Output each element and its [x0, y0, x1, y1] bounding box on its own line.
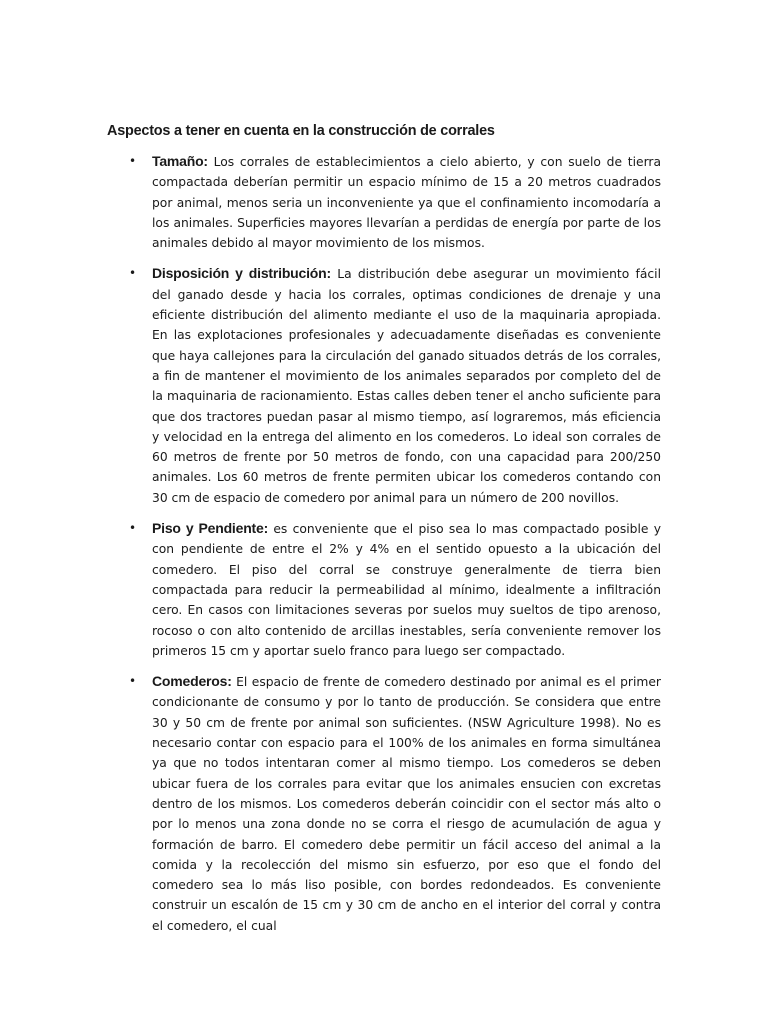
bullet-icon: •: [129, 674, 137, 689]
item-text: es conveniente que el piso sea lo mas compactado posible y con pendiente de entre el 2% y 4% en el sentido opuesto a la ubicación del comedero. El piso del corral se construye generalmente de tierra bien compactada para reducir la permeabilidad al mínimo, idealmente a infiltración cero. En casos con limitaciones severas por suelos muy sueltos de tipo arenoso, rocoso o con alto contenido de arcillas inestables, sería conveniente remover los primeros 15 cm y aportar suelo franco para luego ser compactado.: [152, 522, 662, 658]
item-term: Piso y Pendiente:: [152, 520, 269, 537]
item-term: Comederos:: [152, 673, 232, 690]
item-term: Disposición y distribución:: [152, 265, 331, 282]
list-item-disposicion: [107, 263, 661, 508]
item-term: Tamaño:: [152, 153, 208, 169]
item-text: La distribución debe asegurar un movimiento fácil del ganado desde y hacia los corrales, optimas condiciones de drenaje y una eficiente distribución del alimento mediante el uso de la maquinaria apropiada. En las explotaciones profesionales y adecuadamente diseñadas es conveniente que haya callejones para la circulación del ganado situados detrás de los corrales, a fin de mantener el movimiento de los animales separados por completo del de la maquinaria de racionamiento. Estas calles deben tener el ancho suficiente para que dos tractores puedan pasar al mismo tiempo, así lograremos, más eficiencia y velocidad en la entrega del alimento en los comederos. Lo ideal son corrales de 60 metros de frente por 50 metros de fondo, con una capacidad para 200/250 animales. Los 60 metros de frente permiten ubicar los comederos contando con 30 cm de espacio de comedero por animal para un número de 200 novillos.: [152, 267, 661, 505]
list-item-piso: [107, 518, 661, 661]
bullet-list: [107, 151, 661, 936]
bullet-icon: •: [129, 154, 137, 168]
list-item-tamano: [107, 151, 661, 253]
item-text: Los corrales de establecimientos a cielo abierto, y con suelo de tierra compactada deberían permitir un espacio mínimo de 15 a 20 metros cuadrados por animal, menos seria un inconveniente ya que el confinamiento incomodaría a los animales. Superficies mayores llevarían a perdidas de energía por parte de los animales debido al mayor movimiento de los mismos.: [152, 155, 661, 251]
list-item-comederos: [107, 671, 661, 936]
bullet-icon: •: [129, 521, 137, 536]
bullet-icon: •: [129, 266, 137, 281]
document-title: Aspectos a tener en cuenta en la construcción de corrales: [107, 123, 495, 139]
item-text: El espacio de frente de comedero destinado por animal es el primer condicionante de consumo y por lo tanto de producción. Se considera que entre 30 y 50 cm de frente por animal son suficientes. (NSW Agriculture 1998). No es necesario contar con espacio para el 100% de los animales en forma simultánea ya que no todos intentaran comer al mismo tiempo. Los comederos se deben ubicar fuera de los corrales para evitar que los animales ensucien con excretas dentro de los mismos. Los comederos deberán coincidir con el sector más alto o por lo menos una zona donde no se corra el riesgo de acumulación de agua y formación de barro. El comedero debe permitir un fácil acceso del animal a la comida y la recolección del mismo sin esfuerzo, por eso que el fondo del comedero sea lo más liso posible, con bordes redondeados. Es conveniente construir un escalón de 15 cm y 30 cm de ancho en el interior del corral y contra el comedero, el cual: [152, 675, 661, 933]
